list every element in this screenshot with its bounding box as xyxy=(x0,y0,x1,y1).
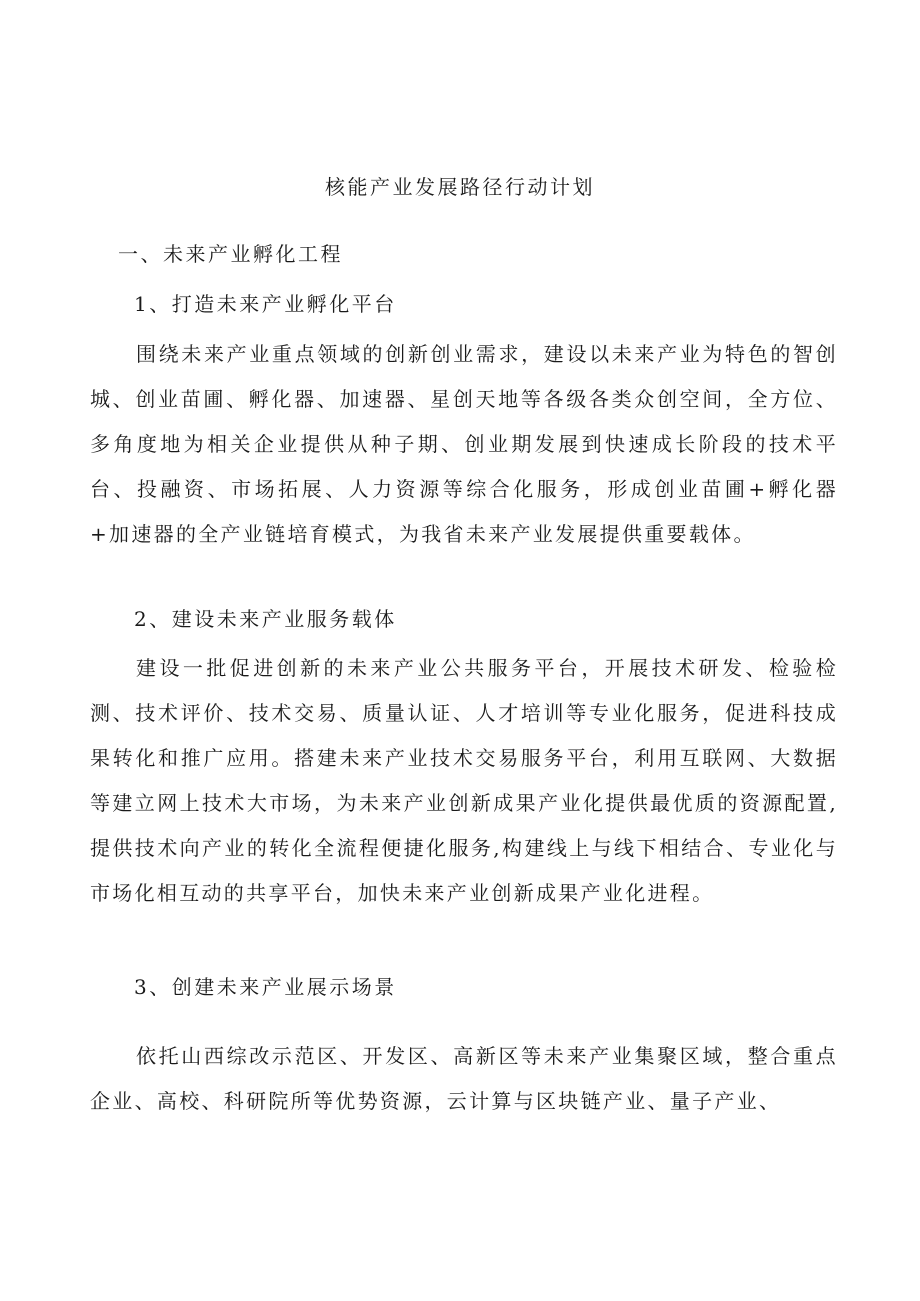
paragraph-2: 建设一批促进创新的未来产业公共服务平台，开展技术研发、检验检测、技术评价、技术交易、质量认证、人才培训等专业化服务，促进科技成果转化和推广应用。搭建未来产业技术交易服务平台，利用互联网、大数据等建立网上技术大市场，为未来产业创新成果产业化提供最优质的资源配置,提供技术向产业的转化全流程便捷化服务,构建线上与线下相结合、专业化与市场化相互动的共享平台，加快未来产业创新成果产业化进程。 xyxy=(90,656,838,905)
subsection-heading-3: 3、创建未来产业展示场景 xyxy=(134,975,397,999)
document-title: 核能产业发展路径行动计划 xyxy=(325,175,595,199)
paragraph-1: 围绕未来产业重点领域的创新创业需求，建设以未来产业为特色的智创城、创业苗圃、孵化器、加速器、星创天地等各级各类众创空间，全方位、多角度地为相关企业提供从种子期、创业期发展到快速成长阶段的技术平台、投融资、市场拓展、人力资源等综合化服务，形成创业苗圃+孵化器+加速器的全产业链培育模式，为我省未来产业发展提供重要载体。 xyxy=(90,342,838,546)
subsection-heading-2: 2、建设未来产业服务载体 xyxy=(134,607,397,631)
section-heading: 一、未来产业孵化工程 xyxy=(118,242,343,266)
subsection-heading-1: 1、打造未来产业孵化平台 xyxy=(134,292,397,316)
paragraph-3: 依托山西综改示范区、开发区、高新区等未来产业集聚区域，整合重点企业、高校、科研院所等优势资源，云计算与区块链产业、量子产业、 xyxy=(90,1044,838,1113)
